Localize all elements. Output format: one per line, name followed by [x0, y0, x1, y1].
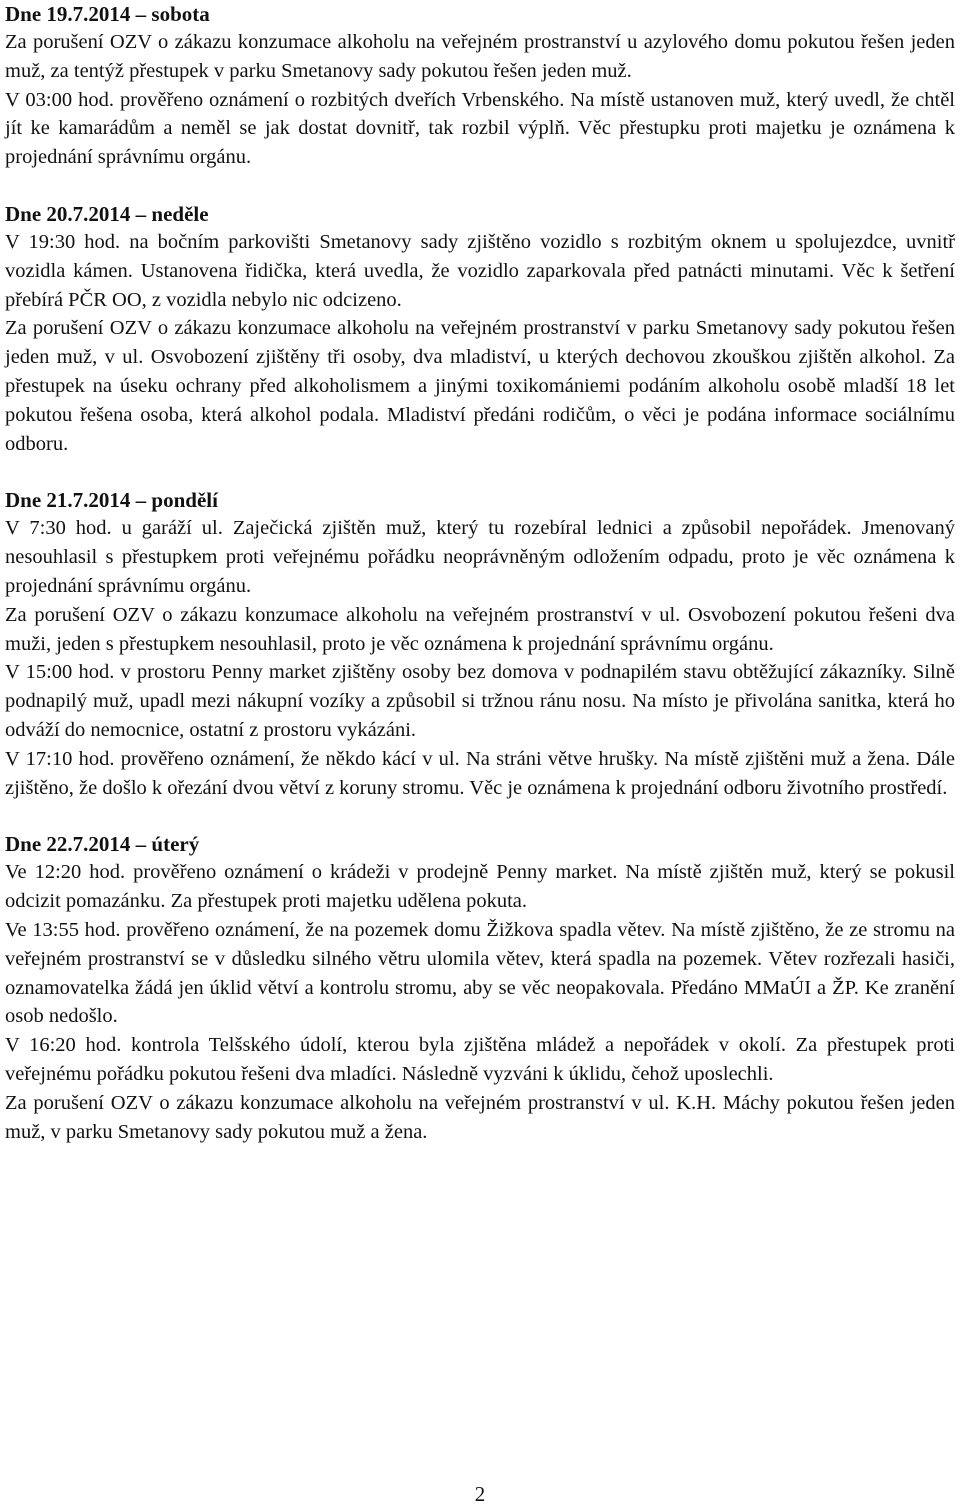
heading-date: Dne 19.7.2014: [5, 2, 131, 26]
report-paragraph: Za porušení OZV o zákazu konzumace alkoholu na veřejném prostranství v ul. Osvobození pokutou řešeni dva muži, jeden s přestupkem nesouhlasil, proto je věc oznámena k projednání správnímu orgánu.: [5, 603, 955, 655]
heading-date: Dne 22.7.2014: [5, 832, 131, 857]
report-paragraph: V 19:30 hod. na bočním parkovišti Smetanovy sady zjištěno vozidlo s rozbitým oknem u spolujezdce, uvnitř vozidla kámen. Ustanovena řidička, která uvedla, že vozidlo zaparkovala před patnácti minutami. Věc k šetření přebírá PČR OO, z vozidla nebylo nic odcizeno.: [5, 230, 955, 311]
page-number: 2: [474, 1482, 486, 1506]
day-heading: Dne 20.7.2014 – neděle: [5, 201, 209, 226]
report-paragraph: V 17:10 hod. prověřeno oznámení, že někdo kácí v ul. Na stráni větve hrušky. Na místě zjištěni muž a žena. Dále zjištěno, že došlo k ořezání dvou větví z koruny stromu. Věc je oznámena k projednání odboru životního prostředí.: [5, 747, 955, 799]
day-section: [5, 0, 955, 172]
report-paragraph: Za porušení OZV o zákazu konzumace alkoholu na veřejném prostranství v parku Smetanovy sady pokutou řešen jeden muž, v ul. Osvobození zjištěny tři osoby, dva mladiství, u kterých dechovou zkouškou zjištěn alkohol. Za přestupek na úseku ochrany před alkoholismem a jinými toxikomániemi podáním alkoholu osobě mladší 18 let pokutou řešena osoba, která alkohol podala. Mladiství předáni rodičům, o věci je podána informace sociálnímu odboru.: [5, 317, 955, 455]
report-paragraph: V 16:20 hod. kontrola Telšského údolí, kterou byla zjištěna mládež a nepořádek v okolí. Za přestupek proti veřejnému pořádku pokutou řešeni dva mladíci. Následně vyzváni k úklidu, čehož uposlechli.: [5, 1034, 955, 1085]
report-paragraph: Ve 12:20 hod. prověřeno oznámení o krádeži v prodejně Penny market. Na místě zjištěn muž, který se pokusil odcizit pomazánku. Za přestupek proti majetku udělena pokuta.: [5, 861, 955, 913]
report-paragraph: Za porušení OZV o zákazu konzumace alkoholu na veřejném prostranství v ul. K.H. Máchy pokutou řešen jeden muž, v parku Smetanovy sady pokutou muž a žena.: [5, 1091, 955, 1143]
report-paragraph: Ve 13:55 hod. prověřeno oznámení, že na pozemek domu Žižkova spadla větev. Na místě zjištěno, že ze stromu na veřejném prostranství se v důsledku silného větru ulomila větev, která spadla na pozemek. Větev rozřezali hasiči, oznamovatelka žádá jen úklid větví a kontrolu stromu, aby se věc neopakovala. Předáno MMaÚI a ŽP. Ke zranění osob nedošlo.: [5, 918, 955, 1028]
day-heading: Dne 22.7.2014 – úterý: [5, 832, 200, 857]
document-page: [5, 0, 955, 1146]
day-section: [5, 200, 955, 458]
report-paragraph: V 7:30 hod. u garáží ul. Zaječická zjištěn muž, který tu rozebíral lednici a způsobil nepořádek. Jmenovaný nesouhlasil s přestupkem proti veřejnému pořádku neoprávněným odložením odpadu, proto je věc oznámena k projednání správnímu orgánu.: [5, 517, 955, 597]
report-paragraph: V 03:00 hod. prověřeno oznámení o rozbitých dveřích Vrbenského. Na místě ustanoven muž, který uvedl, že chtěl jít ke kamarádům a neměl se jak dostat dovnitř, tak rozbil výplň. Věc přestupku proti majetku je oznámena k projednání správnímu orgánu.: [5, 88, 955, 169]
heading-day: úterý: [151, 832, 200, 857]
report-paragraph: V 15:00 hod. v prostoru Penny market zjištěny osoby bez domova v podnapilém stavu obtěžující zákazníky. Silně podnapilý muž, upadl mezi nákupní vozíky a způsobil si tržnou ránu nosu. Na místo je přivolána sanitka, která ho odváží do nemocnice, ostatní z prostoru vykázáni.: [5, 661, 955, 741]
heading-date: Dne 20.7.2014: [5, 201, 131, 226]
heading-date: Dne 21.7.2014: [5, 488, 131, 513]
heading-day: pondělí: [151, 488, 218, 513]
day-heading: Dne 19.7.2014 – sobota: [5, 2, 210, 26]
heading-day: sobota: [151, 2, 210, 26]
day-heading: Dne 21.7.2014 – pondělí: [5, 488, 218, 513]
report-paragraph: Za porušení OZV o zákazu konzumace alkoholu na veřejném prostranství u azylového domu pokutou řešen jeden muž, za tentýž přestupek v parku Smetanovy sady pokutou řešen jeden muž.: [5, 31, 955, 82]
day-section: [5, 830, 955, 1146]
heading-day: neděle: [151, 201, 209, 226]
day-section: [5, 486, 955, 802]
